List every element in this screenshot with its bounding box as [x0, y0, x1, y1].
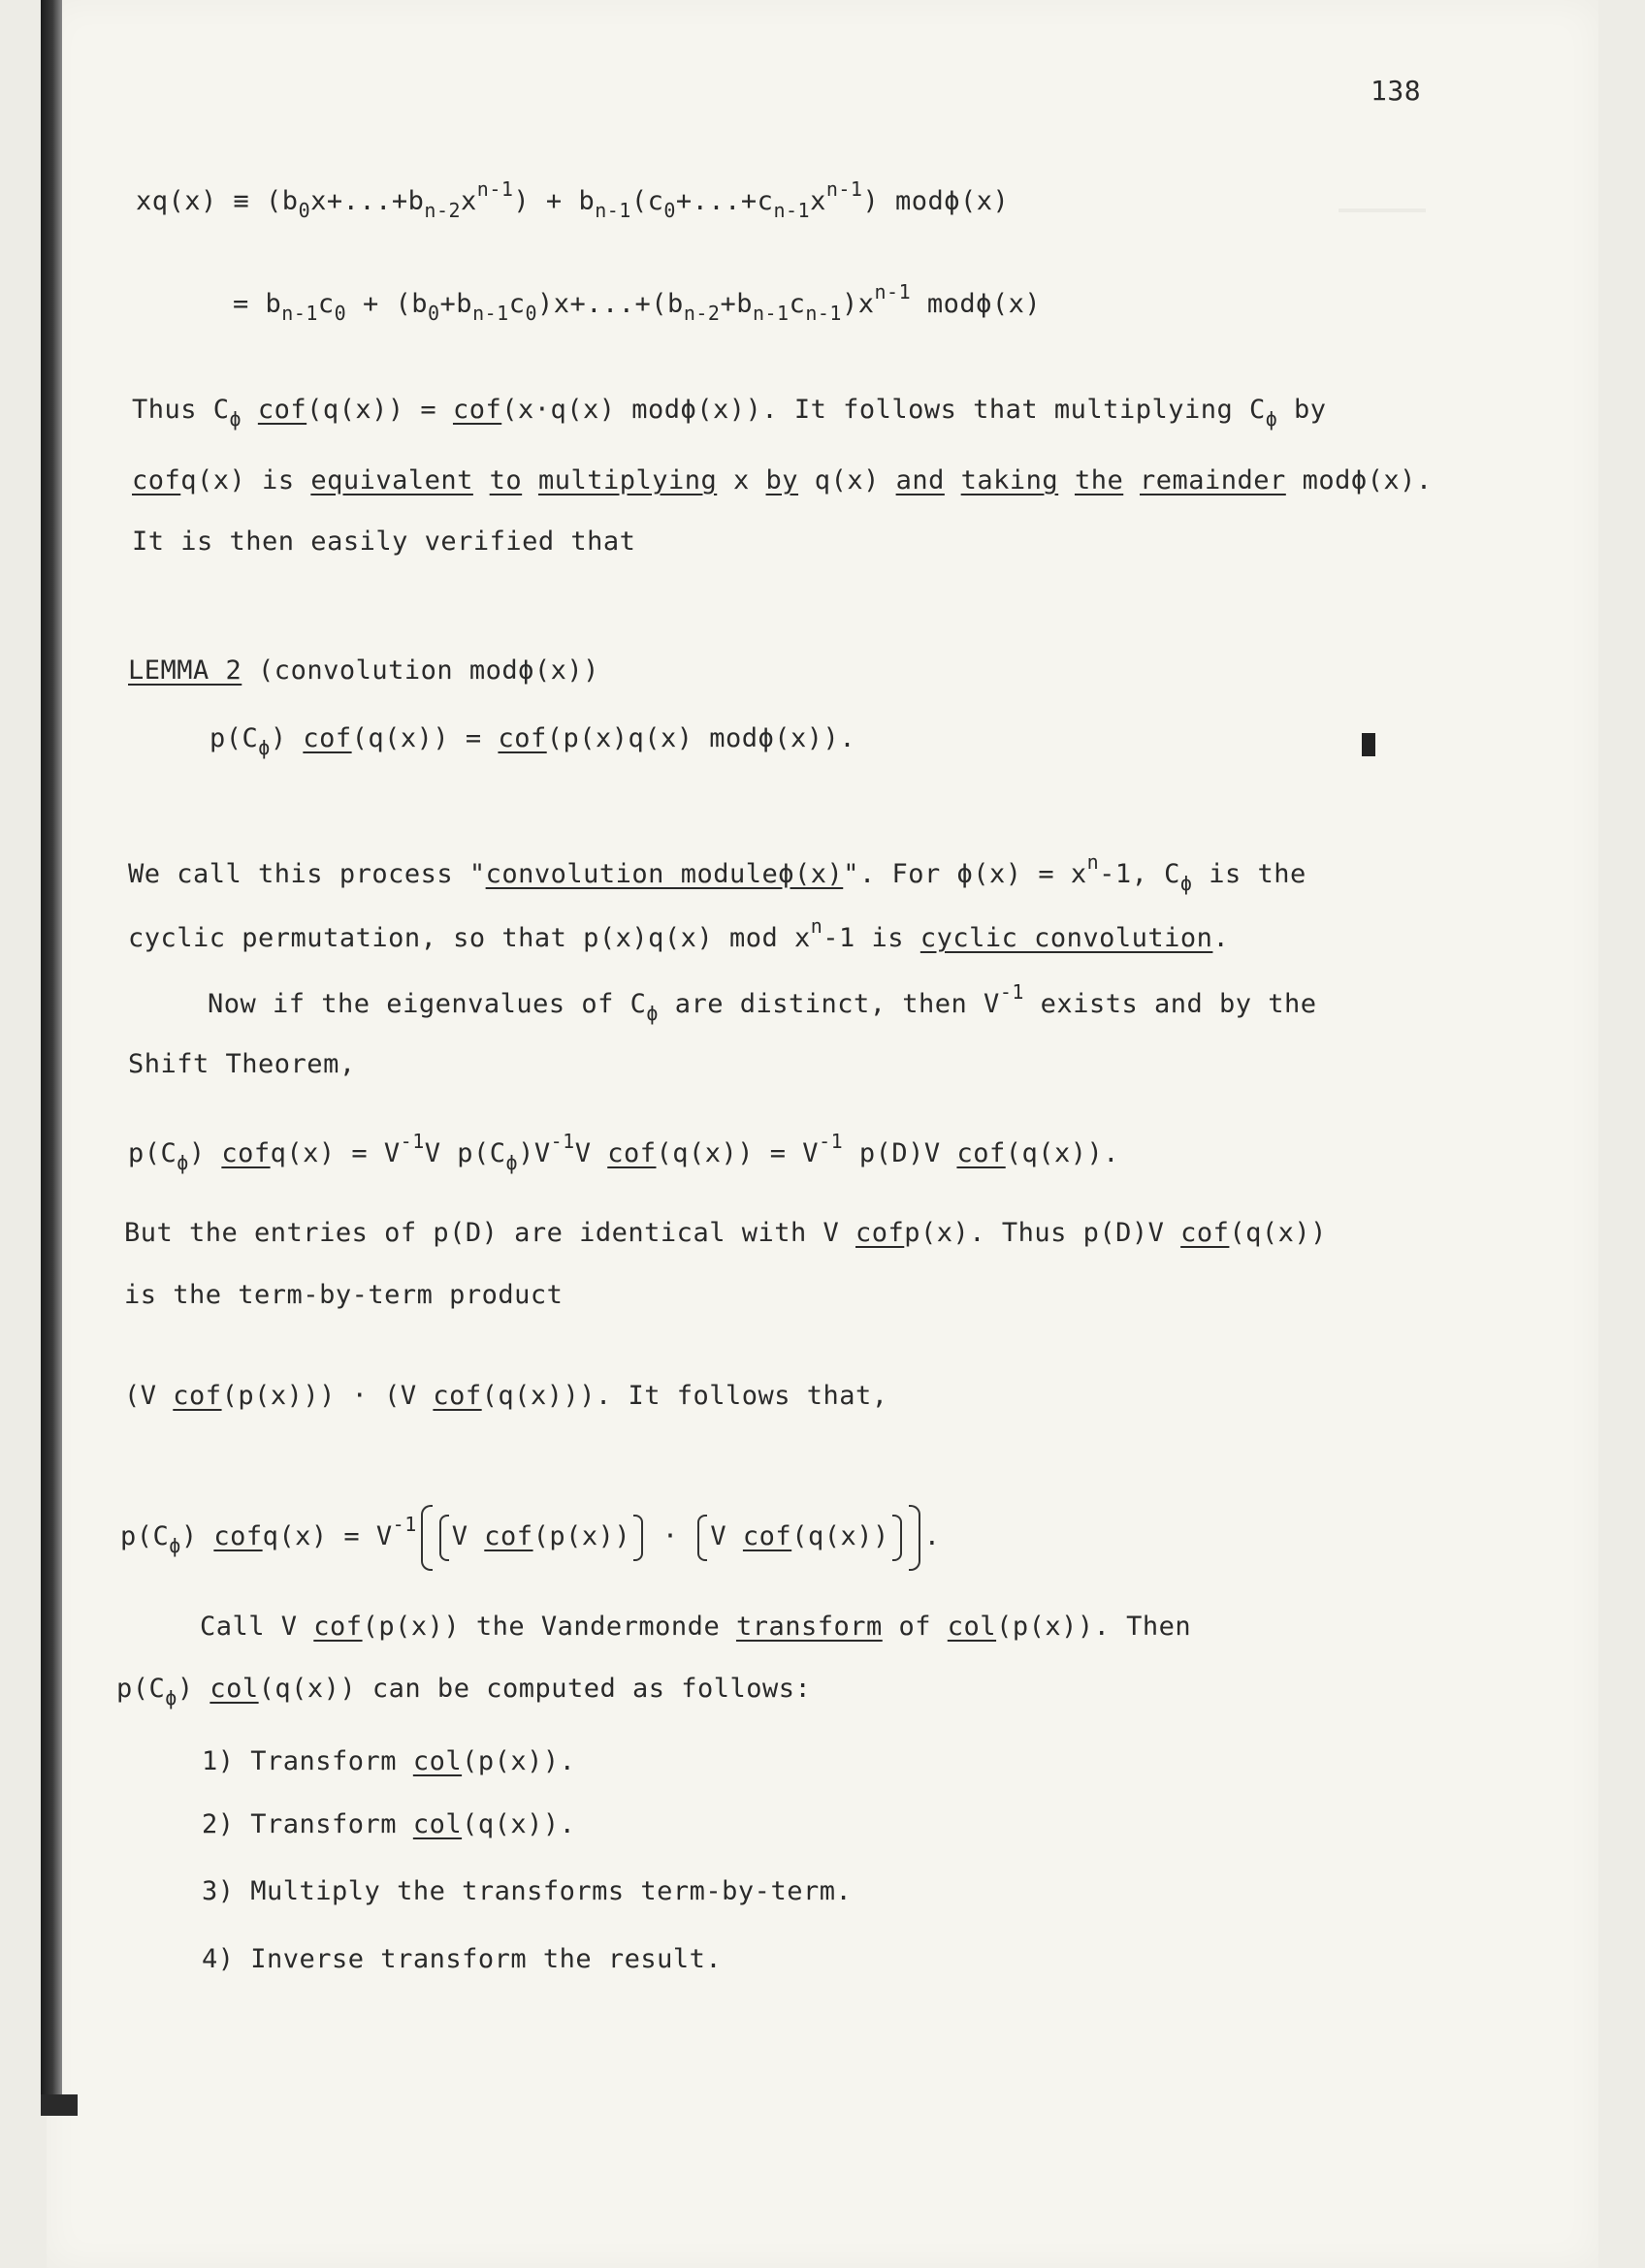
lemma-heading: LEMMA 2 (convolution modϕ(x)) [128, 655, 599, 686]
convolution-result-equation: $p(C_\phi)$ cofq(x) = $V^{-1}$ V cof(p(x)) · V cof(q(x)) . [120, 1503, 941, 1571]
binding-edge-shadow [41, 0, 62, 2114]
list-item: 1) Transform col(p(x)). [202, 1746, 576, 1776]
end-of-proof-mark [1362, 733, 1375, 756]
equation-xq: $xq(x) \equiv (b_0x+...+b_{n-2}x^{n-1}) + b_{n-1}(c_0+...+c_{n-1}x^{n-1})$ modϕ(x) [136, 177, 1010, 222]
paragraph-line: Shift Theorem, [128, 1049, 356, 1079]
list-item: 4) Inverse transform the result. [202, 1944, 723, 1974]
paragraph-line: Now if the eigenvalues of $C_\phi$ are distinct, then $V^{-1}$ exists and by the [208, 980, 1317, 1025]
list-item: 3) Multiply the transforms term-by-term. [202, 1876, 853, 1906]
page-number: 138 [1371, 75, 1422, 107]
paragraph-line: $p(C_\phi)$ col(q(x)) can be computed as follows: [116, 1674, 812, 1709]
equation-expanded: = $b_{n-1}c_0 + (b_0+b_{n-1}c_0)x+...+(b_{n-2}+b_{n-1}c_{n-1})x^{n-1}$ modϕ(x) [233, 280, 1042, 325]
bleed-through-mark [1339, 208, 1426, 212]
paragraph-line: Thus $C_\phi$ cof(q(x)) = cof(x·q(x) modϕ(x)). It follows that multiplying $C_\phi$ by [132, 395, 1327, 431]
term-product-equation: (V cof(p(x))) · (V cof(q(x))). It follows that, [124, 1381, 888, 1411]
paragraph-line: But the entries of p(D) are identical with V cofp(x). Thus p(D)V cof(q(x)) [124, 1218, 1327, 1248]
paragraph-line: It is then easily verified that [132, 527, 636, 557]
paragraph-line: We call this process "convolution moduleϕ(x)". For $\phi(x) = x^n-1$, $C_\phi$ is the [128, 850, 1306, 895]
lemma-equation: $p(C_\phi) cof(q(x)) = cof(p(x)q(x)$ modϕ(x)). [210, 723, 856, 759]
paragraph-line: cofq(x) is equivalent to multiplying x by q(x) and taking the remainder modϕ(x). [132, 465, 1433, 495]
paragraph-line: Call V cof(p(x)) the Vandermonde transform of col(p(x)). Then [200, 1612, 1192, 1642]
paragraph-line: cyclic permutation, so that p(x)q(x) mod $x^n-1$ is cyclic convolution. [128, 914, 1230, 953]
list-item: 2) Transform col(q(x)). [202, 1809, 576, 1839]
shift-theorem-equation: $p(C_\phi)$ cofq(x) = $V^{-1}V$ $p(C_\phi)V^{-1}V$ $cof(q(x)) = V^{-1}$ p(D)V cof(q(x)). [128, 1130, 1120, 1174]
binding-edge-foot [41, 2094, 78, 2116]
paragraph-line: is the term-by-term product [124, 1280, 564, 1310]
